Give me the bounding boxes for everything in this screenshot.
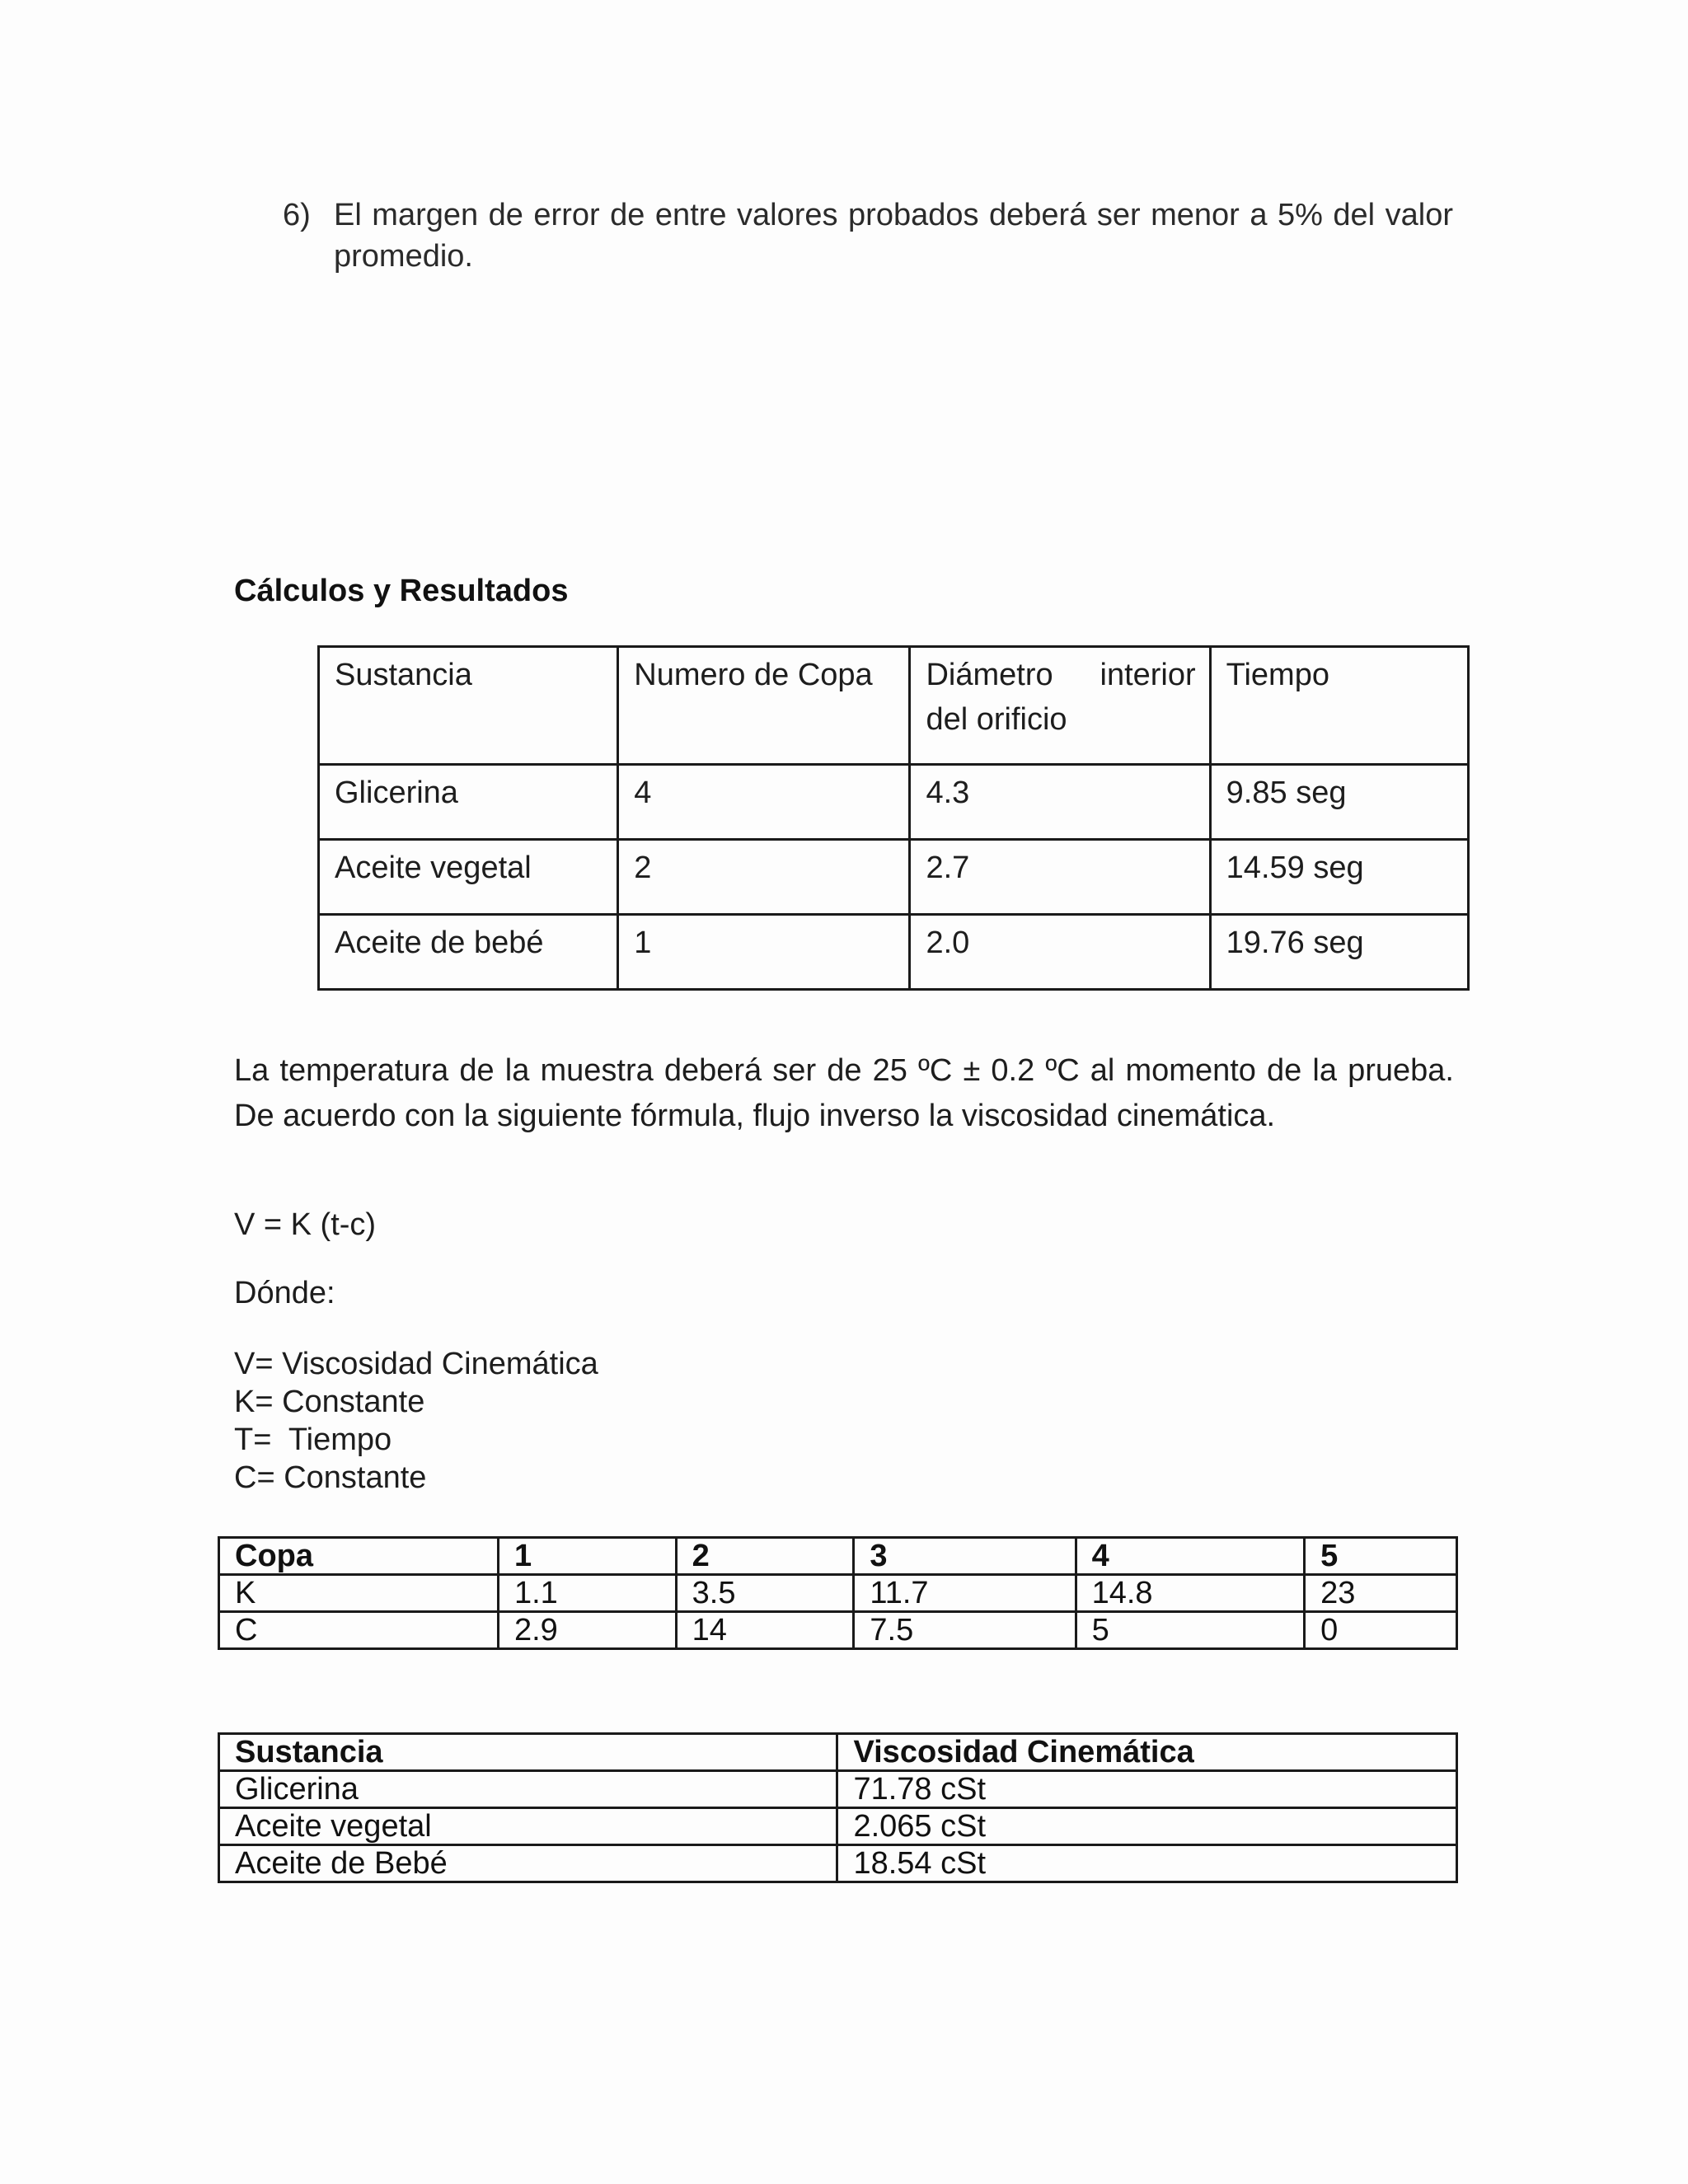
definition-item: C= Constante bbox=[234, 1460, 427, 1495]
table-cell: 14.59 seg bbox=[1210, 840, 1468, 915]
table-cell: K bbox=[219, 1575, 499, 1612]
header-cell: 5 bbox=[1305, 1538, 1457, 1575]
table-cell: 18.54 cSt bbox=[837, 1845, 1457, 1882]
table-cell: Aceite de bebé bbox=[319, 915, 618, 990]
header-cell: 2 bbox=[676, 1538, 854, 1575]
header-cell: Sustancia bbox=[319, 647, 618, 765]
header-cell: 1 bbox=[498, 1538, 676, 1575]
table-cell: 2 bbox=[618, 840, 910, 915]
temperature-paragraph: La temperatura de la muestra deberá ser de 25 ºC ± 0.2 ºC al momento de la prueba. De acuerdo con la siguiente fórmula, flujo inverso la viscosidad cinemática. bbox=[234, 1053, 1454, 1133]
table-cell: C bbox=[219, 1612, 499, 1649]
item-text: El margen de error de entre valores probados deberá ser menor a 5% del valor promedio. bbox=[334, 198, 1453, 274]
table-cell: 11.7 bbox=[854, 1575, 1076, 1612]
table-cell: 9.85 seg bbox=[1210, 765, 1468, 840]
table-row bbox=[219, 1575, 1457, 1612]
table-cell: 2.0 bbox=[910, 915, 1210, 990]
table-cell: Aceite vegetal bbox=[319, 840, 618, 915]
table-cell: 3.5 bbox=[676, 1575, 854, 1612]
table-cell: Glicerina bbox=[219, 1771, 837, 1808]
table-header-row bbox=[219, 1538, 1457, 1575]
table-row bbox=[319, 915, 1469, 990]
header-cell: 3 bbox=[854, 1538, 1076, 1575]
table-cell: 23 bbox=[1305, 1575, 1457, 1612]
header-cell: Numero de Copa bbox=[618, 647, 910, 765]
donde-label: Dónde: bbox=[234, 1276, 335, 1310]
table-row bbox=[219, 1845, 1457, 1882]
table-cell: 2.9 bbox=[498, 1612, 676, 1649]
formula: V = K (t-c) bbox=[234, 1207, 377, 1242]
viscosity-table bbox=[218, 1732, 1458, 1883]
results-table bbox=[317, 645, 1470, 991]
header-cell: 4 bbox=[1076, 1538, 1304, 1575]
table-cell: 4 bbox=[618, 765, 910, 840]
table-row bbox=[319, 840, 1469, 915]
table-cell: 4.3 bbox=[910, 765, 1210, 840]
table-cell: 14 bbox=[676, 1612, 854, 1649]
header-cell: Viscosidad Cinemática bbox=[837, 1734, 1457, 1771]
definition-item: T= Tiempo bbox=[234, 1422, 392, 1457]
table-cell: Glicerina bbox=[319, 765, 618, 840]
table-cell: 1 bbox=[618, 915, 910, 990]
header-cell: Diámetro interior del orificio bbox=[910, 647, 1210, 765]
definitions-list bbox=[234, 1345, 598, 1497]
numbered-item bbox=[283, 194, 1453, 277]
table-cell: 5 bbox=[1076, 1612, 1304, 1649]
table-cell: 0 bbox=[1305, 1612, 1457, 1649]
table-cell: 14.8 bbox=[1076, 1575, 1304, 1612]
table-header-row bbox=[319, 647, 1469, 765]
item-number: 6) bbox=[283, 198, 311, 232]
table-cell: 19.76 seg bbox=[1210, 915, 1468, 990]
table-row bbox=[219, 1612, 1457, 1649]
table-cell: 2.7 bbox=[910, 840, 1210, 915]
section-title: Cálculos y Resultados bbox=[234, 574, 569, 608]
table-header-row bbox=[219, 1734, 1457, 1771]
table-cell: 1.1 bbox=[498, 1575, 676, 1612]
table-cell: 2.065 cSt bbox=[837, 1808, 1457, 1845]
copa-constants-table bbox=[218, 1536, 1458, 1650]
table-cell: 7.5 bbox=[854, 1612, 1076, 1649]
table-row bbox=[219, 1771, 1457, 1808]
header-cell: Tiempo bbox=[1210, 647, 1468, 765]
header-cell: Copa bbox=[219, 1538, 499, 1575]
table-row bbox=[219, 1808, 1457, 1845]
definition-item: K= Constante bbox=[234, 1385, 425, 1419]
table-row bbox=[319, 765, 1469, 840]
definition-item: V= Viscosidad Cinemática bbox=[234, 1347, 598, 1381]
table-cell: Aceite de Bebé bbox=[219, 1845, 837, 1882]
header-cell: Sustancia bbox=[219, 1734, 837, 1771]
table-cell: Aceite vegetal bbox=[219, 1808, 837, 1845]
table-cell: 71.78 cSt bbox=[837, 1771, 1457, 1808]
